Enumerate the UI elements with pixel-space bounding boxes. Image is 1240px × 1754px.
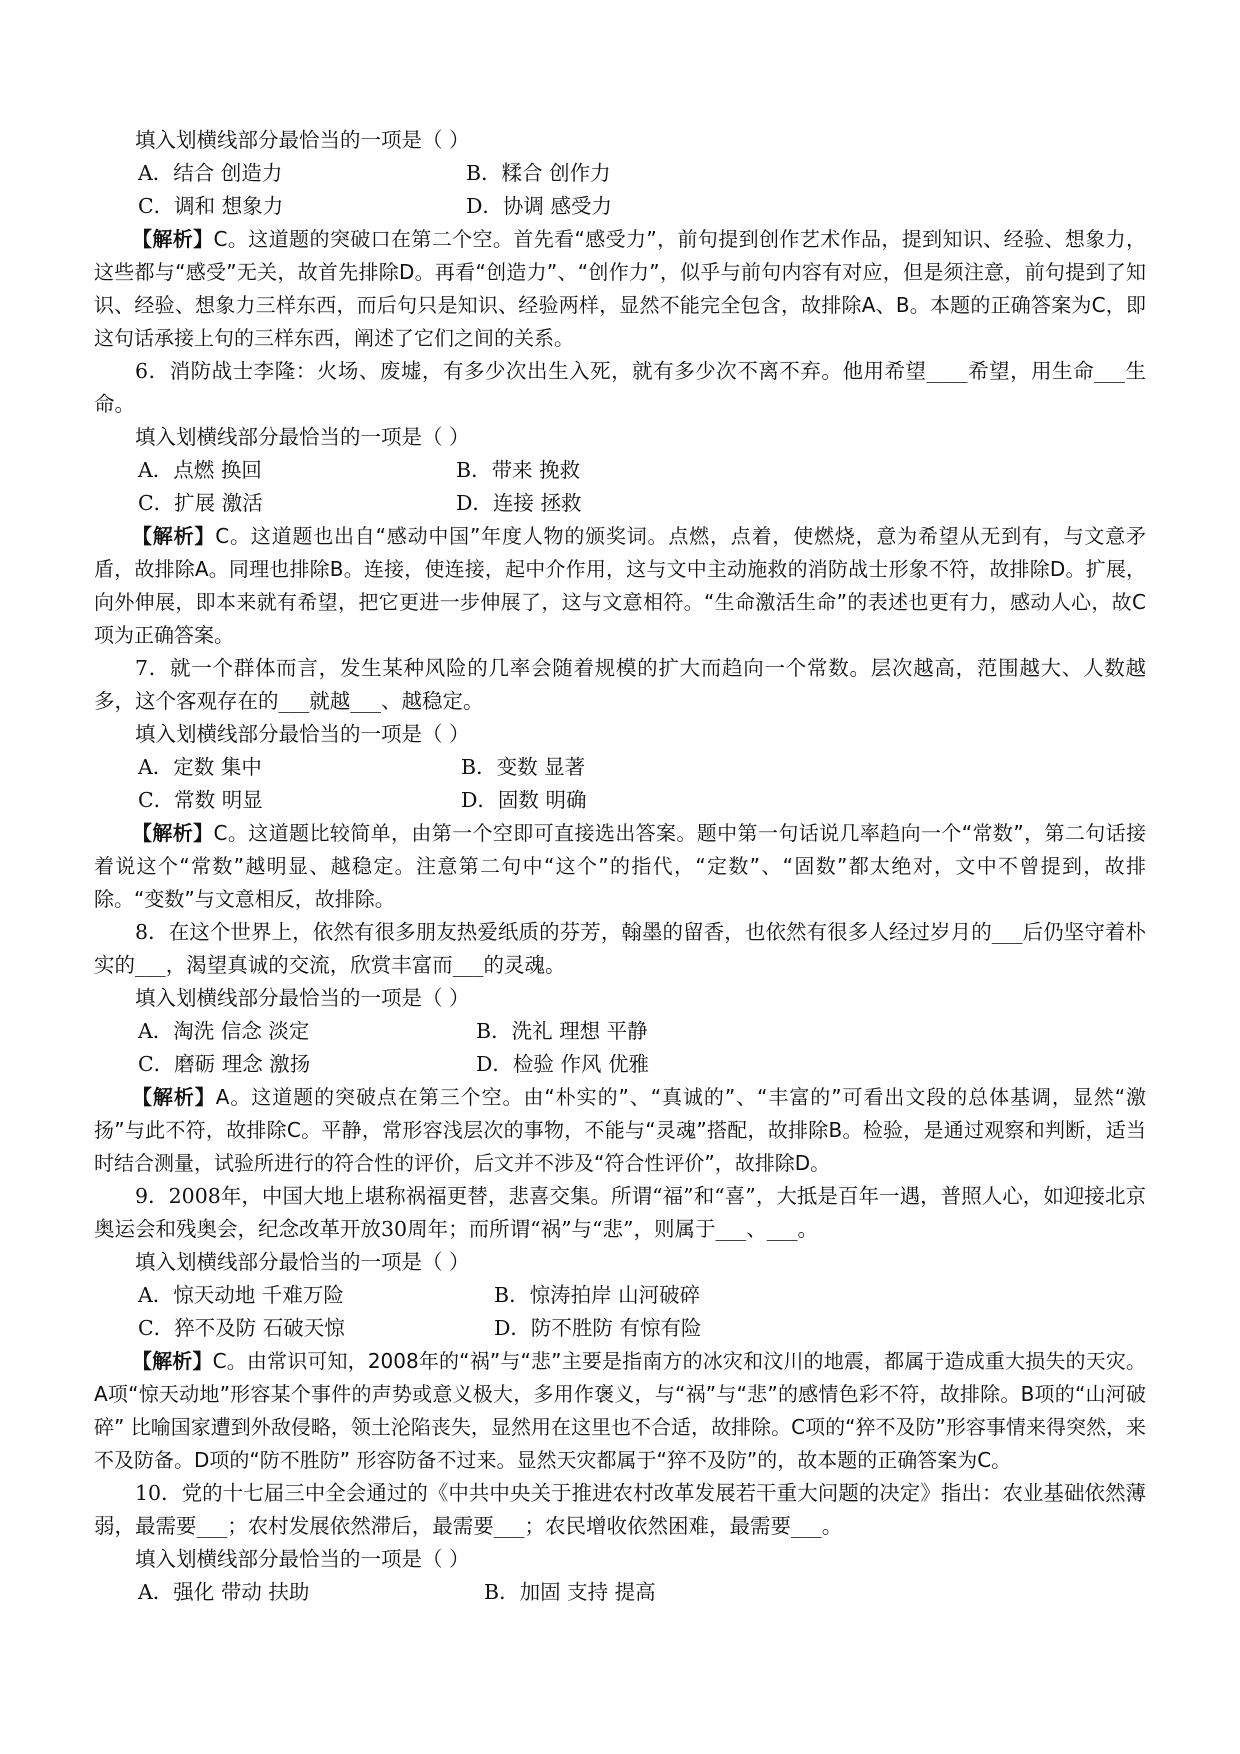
options-row: [138, 1312, 1146, 1345]
analysis-label: 【解析】: [132, 1349, 213, 1373]
question-body: 在这个世界上，依然有很多朋友热爱纸质的芬芳，翰墨的留香，也依然有很多人经过岁月的___后仍坚守着朴实的___，渴望真诚的交流，欣赏丰富而___的灵魂。: [94, 920, 1146, 977]
analysis-text: C。这道题的突破口在第二个空。首先看“感受力”，前句提到创作艺术作品，提到知识、经验、想象力，这些都与“感受”无关，故首先排除D。再看“创造力”、“创作力”，似乎与前句内容有对应，但是须注意，前句提到了知识、经验、想象力三样东西，而后句只是知识、经验两样，显然不能完全包含，故排除A、B。本题的正确答案为C，即这句话承接上句的三样东西，阐述了它们之间的关系。: [94, 227, 1147, 350]
options-list: [94, 1015, 1146, 1081]
options-row: [138, 454, 1146, 487]
options-list: [94, 1576, 1146, 1609]
question-block: [94, 124, 1146, 355]
option-b: B．糅合 创作力: [466, 161, 611, 185]
option-a: A．强化 带动 扶助: [138, 1580, 310, 1604]
analysis: [94, 1081, 1146, 1180]
question-prompt: 填入划横线部分最恰当的一项是（ ）: [135, 128, 470, 152]
question-text: 7．就一个群体而言，发生某种风险的几率会随着规模的扩大而趋向一个常数。层次越高，范围越大、人数越多，这个客观存在的___就越___、越稳定。: [94, 656, 1146, 713]
option-b: B．变数 显著: [461, 755, 586, 779]
question-body: 消防战士李隆：火场、废墟，有多少次出生入死，就有多少次不离不弃。他用希望____希望，用生命___生命。: [94, 359, 1147, 416]
analysis-label: 【解析】: [132, 821, 214, 845]
options-row: [138, 487, 1146, 520]
analysis-label: 【解析】: [132, 1085, 216, 1109]
option-a: A．结合 创造力: [138, 161, 283, 185]
question-prompt: 填入划横线部分最恰当的一项是（ ）: [135, 986, 470, 1010]
options-list: [94, 1279, 1146, 1345]
question-number: 9: [135, 1184, 149, 1208]
question-number: 8: [135, 920, 149, 944]
analysis: [94, 223, 1146, 355]
analysis-label: 【解析】: [132, 227, 214, 251]
question-block: [94, 1477, 1146, 1609]
option-b: B．加固 支持 提高: [484, 1580, 656, 1604]
analysis-text: C。这道题比较简单，由第一个空即可直接选出答案。题中第一句话说几率趋向一个“常数”，第二句话接着说这个“常数”越明显、越稳定。注意第二句中“这个”的指代，“定数”、“固数”都太绝对，文中不曾提到，故排除。“变数”与文意相反，故排除。: [94, 821, 1147, 911]
option-b: B．洗礼 理想 平静: [476, 1019, 648, 1043]
question-text: 8．在这个世界上，依然有很多朋友热爱纸质的芬芳，翰墨的留香，也依然有很多人经过岁月的___后仍坚守着朴实的___，渴望真诚的交流，欣赏丰富而___的灵魂。: [94, 920, 1146, 977]
question-prompt: 填入划横线部分最恰当的一项是（ ）: [135, 1547, 470, 1571]
question-prompt: 填入划横线部分最恰当的一项是（ ）: [135, 1250, 470, 1274]
question-number: 10: [135, 1481, 162, 1505]
question-body: 2008年，中国大地上堪称祸福更替，悲喜交集。所谓“福”和“喜”，大抵是百年一遇，普照人心，如迎接北京奥运会和残奥会，纪念改革开放30周年；而所谓“祸”与“悲”，则属于___、___。: [94, 1184, 1146, 1241]
option-b: B．惊涛拍岸 山河破碎: [494, 1283, 701, 1307]
options-list: [94, 751, 1146, 817]
question-prompt: 填入划横线部分最恰当的一项是（ ）: [135, 425, 470, 449]
options-row: [138, 784, 1146, 817]
analysis-label: 【解析】: [132, 524, 216, 548]
question-text: 10．党的十七届三中全会通过的《中共中央关于推进农村改革发展若干重大问题的决定》指出：农业基础依然薄弱，最需要___；农村发展依然滞后，最需要___；农民增收依然困难，最需要___。: [94, 1481, 1147, 1538]
question-block: [94, 916, 1146, 1180]
option-c: C．调和 想象力: [138, 194, 284, 218]
options-list: [94, 454, 1146, 520]
question-block: [94, 1180, 1146, 1477]
option-c: C．磨砺 理念 激扬: [138, 1052, 311, 1076]
options-row: [138, 157, 1146, 190]
analysis: [94, 520, 1146, 652]
question-prompt: 填入划横线部分最恰当的一项是（ ）: [135, 722, 470, 746]
question-body: 党的十七届三中全会通过的《中共中央关于推进农村改革发展若干重大问题的决定》指出：农业基础依然薄弱，最需要___；农村发展依然滞后，最需要___；农民增收依然困难，最需要___。: [94, 1481, 1147, 1538]
options-row: [138, 1048, 1146, 1081]
question-text: 9．2008年，中国大地上堪称祸福更替，悲喜交集。所谓“福”和“喜”，大抵是百年一遇，普照人心，如迎接北京奥运会和残奥会，纪念改革开放30周年；而所谓“祸”与“悲”，则属于___、___。: [94, 1184, 1146, 1241]
options-list: [94, 157, 1146, 223]
question-body: 就一个群体而言，发生某种风险的几率会随着规模的扩大而趋向一个常数。层次越高，范围越大、人数越多，这个客观存在的___就越___、越稳定。: [94, 656, 1146, 713]
option-d: D．检验 作风 优雅: [476, 1052, 649, 1076]
question-text: 6．消防战士李隆：火场、废墟，有多少次出生入死，就有多少次不离不弃。他用希望____希望，用生命___生命。: [94, 359, 1147, 416]
question-number: 7: [135, 656, 149, 680]
option-c: C．扩展 激活: [138, 491, 263, 515]
analysis: [94, 817, 1146, 916]
option-b: B．带来 挽救: [456, 458, 581, 482]
option-d: D．防不胜防 有惊有险: [494, 1316, 702, 1340]
option-a: A．定数 集中: [138, 755, 262, 779]
analysis: [94, 1345, 1146, 1477]
options-row: [138, 751, 1146, 784]
option-a: A．惊天动地 千难万险: [138, 1283, 344, 1307]
option-a: A．淘洗 信念 淡定: [138, 1019, 310, 1043]
option-c: C．猝不及防 石破天惊: [138, 1316, 345, 1340]
option-d: D．协调 感受力: [466, 194, 612, 218]
analysis-text: C。由常识可知，2008年的“祸”与“悲”主要是指南方的冰灾和汶川的地震，都属于造成重大损失的天灾。A项“惊天动地”形容某个事件的声势或意义极大，多用作褒义，与“祸”与“悲”的感情色彩不符，故排除。B项的“山河破碎” 比喻国家遭到外敌侵略，领土沦陷丧失，显然用在这里也不合适，故排除。C项的“猝不及防”形容事情来得突然，来不及防备。D项的“防不胜防” 形容防备不过来。显然天灾都属于“猝不及防”的，故本题的正确答案为C。: [94, 1349, 1147, 1472]
question-number: 6: [135, 359, 149, 383]
options-row: [138, 1015, 1146, 1048]
analysis-text: A。这道题的突破点在第三个空。由“朴实的”、“真诚的”、“丰富的”可看出文段的总体基调，显然“激扬”与此不符，故排除C。平静，常形容浅层次的事物，不能与“灵魂”搭配，故排除B。检验，是通过观察和判断，适当时结合测量，试验所进行的符合性的评价，后文并不涉及“符合性评价”，故排除D。: [94, 1085, 1146, 1175]
option-d: D．连接 拯救: [456, 491, 582, 515]
options-row: [138, 1279, 1146, 1312]
question-block: [94, 355, 1146, 652]
option-c: C．常数 明显: [138, 788, 263, 812]
options-row: [138, 1576, 1146, 1609]
option-d: D．固数 明确: [461, 788, 587, 812]
options-row: [138, 190, 1146, 223]
question-block: [94, 652, 1146, 916]
option-a: A．点燃 换回: [138, 458, 262, 482]
analysis-text: C。这道题也出自“感动中国”年度人物的颁奖词。点燃，点着，使燃烧，意为希望从无到有，与文意矛盾，故排除A。同理也排除B。连接，使连接，起中介作用，这与文中主动施救的消防战士形象不符，故排除D。扩展，向外伸展，即本来就有希望，把它更进一步伸展了，这与文意相符。“生命激活生命”的表述也更有力，感动人心，故C项为正确答案。: [94, 524, 1147, 647]
